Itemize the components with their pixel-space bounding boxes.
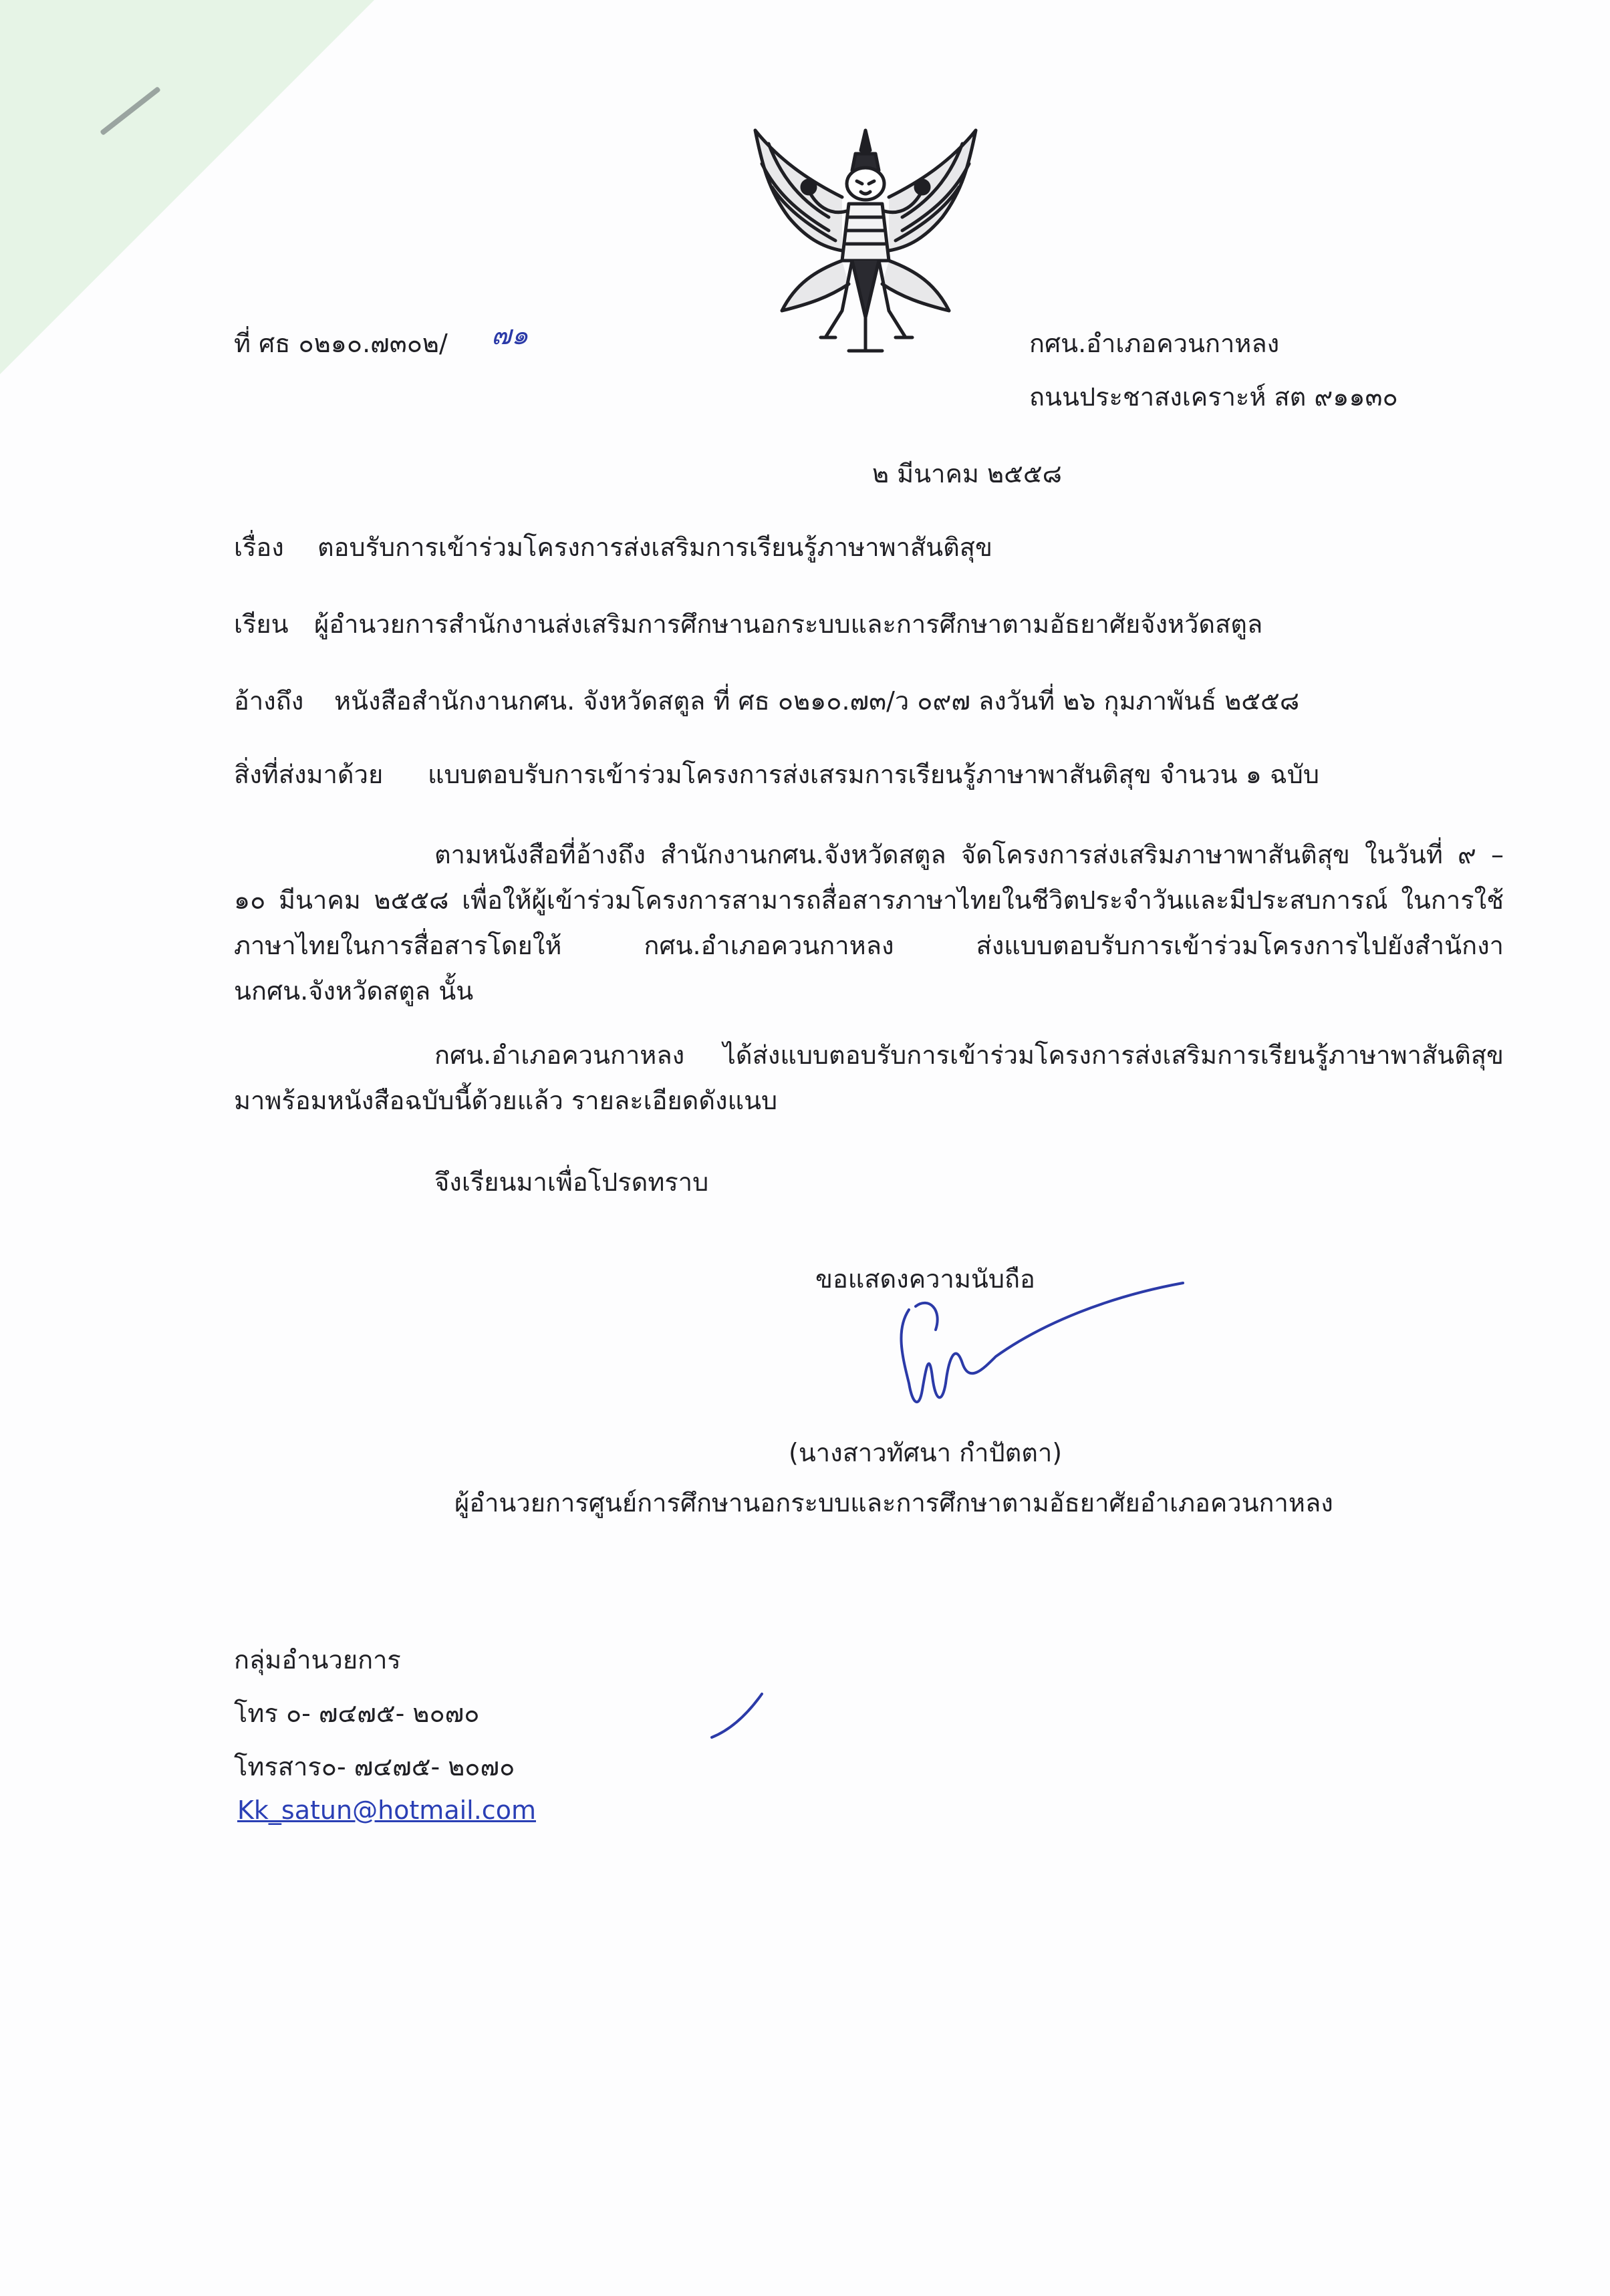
body-paragraph-1: ตามหนังสือที่อ้างถึง สำนักงานกศน.จังหวัดสตูล จัดโครงการส่งเสริมภาษาพาสันติสุข ในวันที่ ๙ – ๑๐ มีนาคม ๒๕๕๘ เพื่อให้ผู้เข้าร่วมโครงการสามารถสื่อสารภาษาไทยในชีวิตประจำวันและมีประสบการณ์ ในการใช้ภาษาไทยในการสื่อสารโดยให้ กศน.อำเภอควนกาหลง ส่งแบบตอบรับการเข้าร่วมโครงการไปยังสำนักงานกศน.จังหวัดสตูล นั้น <box>234 840 1504 1006</box>
signer-position: ผู้อำนวยการศูนย์การศึกษานอกระบบและการศึกษาตามอัธยาศัยอำเภอควนกาหลง <box>454 1488 1333 1518</box>
reference-handwritten-number: ๗๑ <box>491 320 529 351</box>
reference-number: ที่ ศธ ๐๒๑๐.๗๓๐๒/ <box>234 329 448 358</box>
office-name: กศน.อำเภอควนกาหลง <box>1029 329 1280 358</box>
reference-label: อ้างถึง <box>234 686 304 716</box>
footer-email-link[interactable]: Kk_satun@hotmail.com <box>237 1796 536 1825</box>
subject-text: ตอบรับการเข้าร่วมโครงการส่งเสริมการเรียนรู้ภาษาพาสันติสุข <box>317 533 992 562</box>
footer-department: กลุ่มอำนวยการ <box>234 1645 401 1675</box>
footer-phone: โทร ๐- ๗๔๗๕- ๒๐๗๐ <box>234 1699 480 1728</box>
letter-date: ๒ มีนาคม ๒๕๕๘ <box>872 459 1062 488</box>
recipient-label: เรียน <box>234 609 289 639</box>
handwritten-signature-icon <box>869 1270 1203 1443</box>
enclosure-text: แบบตอบรับการเข้าร่วมโครงการส่งเสรมการเรียนรู้ภาษาพาสันติสุข จำนวน ๑ ฉบับ <box>428 760 1320 789</box>
footer-fax: โทรสาร๐- ๗๔๗๕- ๒๐๗๐ <box>234 1752 515 1781</box>
enclosure-label: สิ่งที่ส่งมาด้วย <box>234 760 384 789</box>
subject-label: เรื่อง <box>234 533 284 562</box>
recipient-text: ผู้อำนวยการสำนักงานส่งเสริมการศึกษานอกระบบและการศึกษาตามอัธยาศัยจังหวัดสตูล <box>314 609 1263 639</box>
body-paragraph-2: กศน.อำเภอควนกาหลง ได้ส่งแบบตอบรับการเข้าร่วมโครงการส่งเสริมการเรียนรู้ภาษาพาสันติสุขมาพร้อมหนังสือฉบับนี้ด้วยแล้ว รายละเอียดดังแนบ <box>234 1040 1504 1115</box>
signer-name: (นางสาวทัศนา กำปัตตา) <box>789 1438 1063 1467</box>
pen-tick-mark <box>708 1691 769 1744</box>
garuda-emblem-icon <box>742 117 989 361</box>
closing-line: จึงเรียนมาเพื่อโปรดทราบ <box>434 1167 709 1197</box>
reference-text: หนังสือสำนักงานกศน. จังหวัดสตูล ที่ ศธ ๐๒๑๐.๗๓/ว ๐๙๗ ลงวันที่ ๒๖ กุมภาพันธ์ ๒๕๕๘ <box>334 686 1300 716</box>
closing-salutation: ขอแสดงความนับถือ <box>815 1264 1035 1294</box>
scan-shadow <box>0 0 374 374</box>
office-address: ถนนประชาสงเคราะห์ สต ๙๑๑๓๐ <box>1029 382 1398 412</box>
